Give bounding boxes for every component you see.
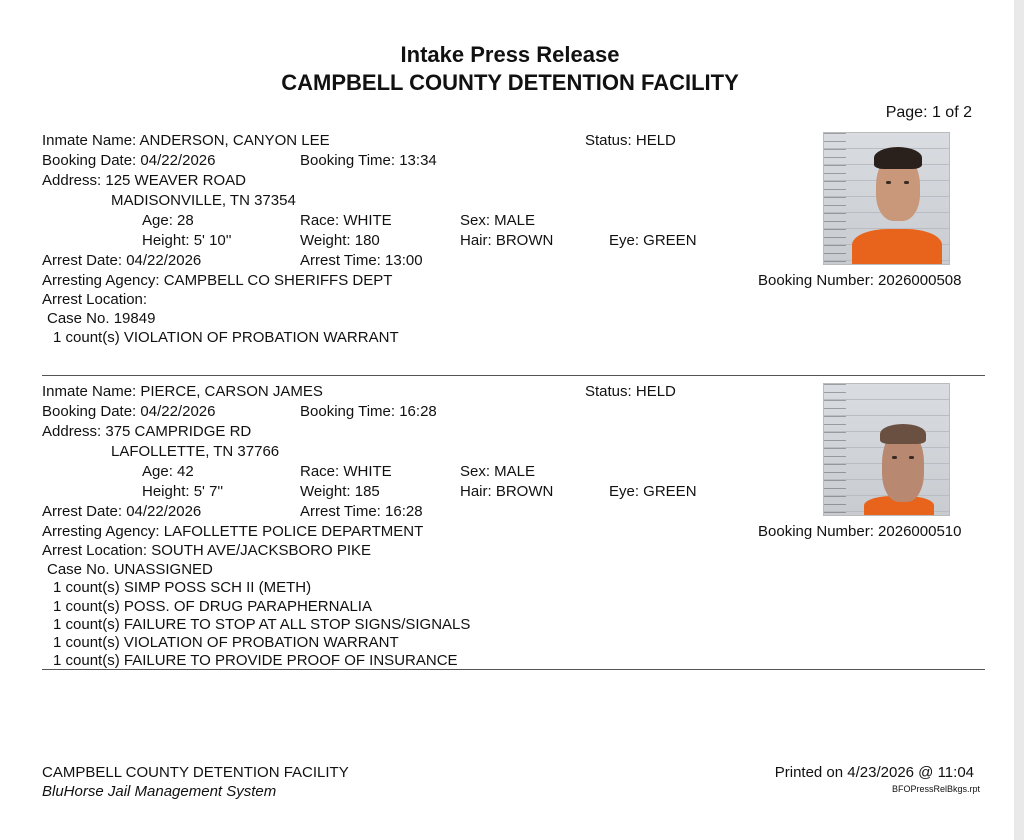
booking-time: Booking Time: 13:34 — [300, 152, 437, 169]
mugshot-photo — [823, 132, 950, 265]
booking-number: Booking Number: 2026000508 — [758, 272, 962, 289]
sex: Sex: MALE — [460, 212, 536, 229]
arrest-location: Arrest Location: — [42, 291, 148, 308]
document-title: Intake Press Release — [400, 42, 620, 67]
height: Height: 5' 10'' — [142, 232, 232, 249]
eye: Eye: GREEN — [609, 232, 697, 249]
status: Status: HELD — [585, 132, 676, 149]
charge-line: 1 count(s) POSS. OF DRUG PARAPHERNALIA — [53, 598, 372, 615]
address-line-2: LAFOLLETTE, TN 37766 — [111, 443, 280, 460]
facility-title: CAMPBELL COUNTY DETENTION FACILITY — [281, 70, 739, 95]
arrest-time: Arrest Time: 16:28 — [300, 503, 423, 520]
record-divider — [42, 669, 985, 670]
address-line-2: MADISONVILLE, TN 37354 — [111, 192, 296, 209]
arresting-agency: Arresting Agency: CAMPBELL CO SHERIFFS DEPT — [42, 272, 393, 289]
arresting-agency: Arresting Agency: LAFOLLETTE POLICE DEPARTMENT — [42, 523, 424, 540]
hair: Hair: BROWN — [460, 232, 554, 249]
report-filename: BFOPressRelBkgs.rpt — [891, 784, 980, 794]
inmate-name: Inmate Name: ANDERSON, CANYON LEE — [42, 132, 330, 149]
booking-time: Booking Time: 16:28 — [300, 403, 437, 420]
status: Status: HELD — [585, 383, 676, 400]
printed-timestamp: Printed on 4/23/2026 @ 11:04 — [774, 764, 974, 781]
case-number: Case No. UNASSIGNED — [47, 561, 213, 578]
page-number: Page: 1 of 2 — [885, 104, 972, 121]
page-edge — [1014, 0, 1024, 840]
weight: Weight: 185 — [300, 483, 380, 500]
race: Race: WHITE — [300, 463, 392, 480]
footer-facility: CAMPBELL COUNTY DETENTION FACILITY — [42, 764, 349, 781]
arrest-date: Arrest Date: 04/22/2026 — [42, 252, 202, 269]
address-line-1: Address: 375 CAMPRIDGE RD — [42, 423, 252, 440]
sex: Sex: MALE — [460, 463, 536, 480]
charge-line: 1 count(s) SIMP POSS SCH II (METH) — [53, 579, 312, 596]
arrest-time: Arrest Time: 13:00 — [300, 252, 423, 269]
arrest-date: Arrest Date: 04/22/2026 — [42, 503, 202, 520]
case-number: Case No. 19849 — [47, 310, 156, 327]
height: Height: 5' 7'' — [142, 483, 224, 500]
charge-line: 1 count(s) VIOLATION OF PROBATION WARRANT — [53, 634, 399, 651]
charge-line: 1 count(s) VIOLATION OF PROBATION WARRANT — [53, 329, 399, 346]
arrest-location: Arrest Location: SOUTH AVE/JACKSBORO PIKE — [42, 542, 371, 559]
inmate-name: Inmate Name: PIERCE, CARSON JAMES — [42, 383, 323, 400]
address-line-1: Address: 125 WEAVER ROAD — [42, 172, 246, 189]
charge-line: 1 count(s) FAILURE TO STOP AT ALL STOP SIGNS/SIGNALS — [53, 616, 471, 633]
footer-system: BluHorse Jail Management System — [42, 783, 277, 800]
charge-line: 1 count(s) FAILURE TO PROVIDE PROOF OF INSURANCE — [53, 652, 458, 669]
age: Age: 42 — [142, 463, 194, 480]
eye: Eye: GREEN — [609, 483, 697, 500]
weight: Weight: 180 — [300, 232, 380, 249]
hair: Hair: BROWN — [460, 483, 554, 500]
booking-date: Booking Date: 04/22/2026 — [42, 152, 216, 169]
mugshot-photo — [823, 383, 950, 516]
record-divider — [42, 375, 985, 376]
booking-date: Booking Date: 04/22/2026 — [42, 403, 216, 420]
race: Race: WHITE — [300, 212, 392, 229]
booking-number: Booking Number: 2026000510 — [758, 523, 962, 540]
age: Age: 28 — [142, 212, 194, 229]
